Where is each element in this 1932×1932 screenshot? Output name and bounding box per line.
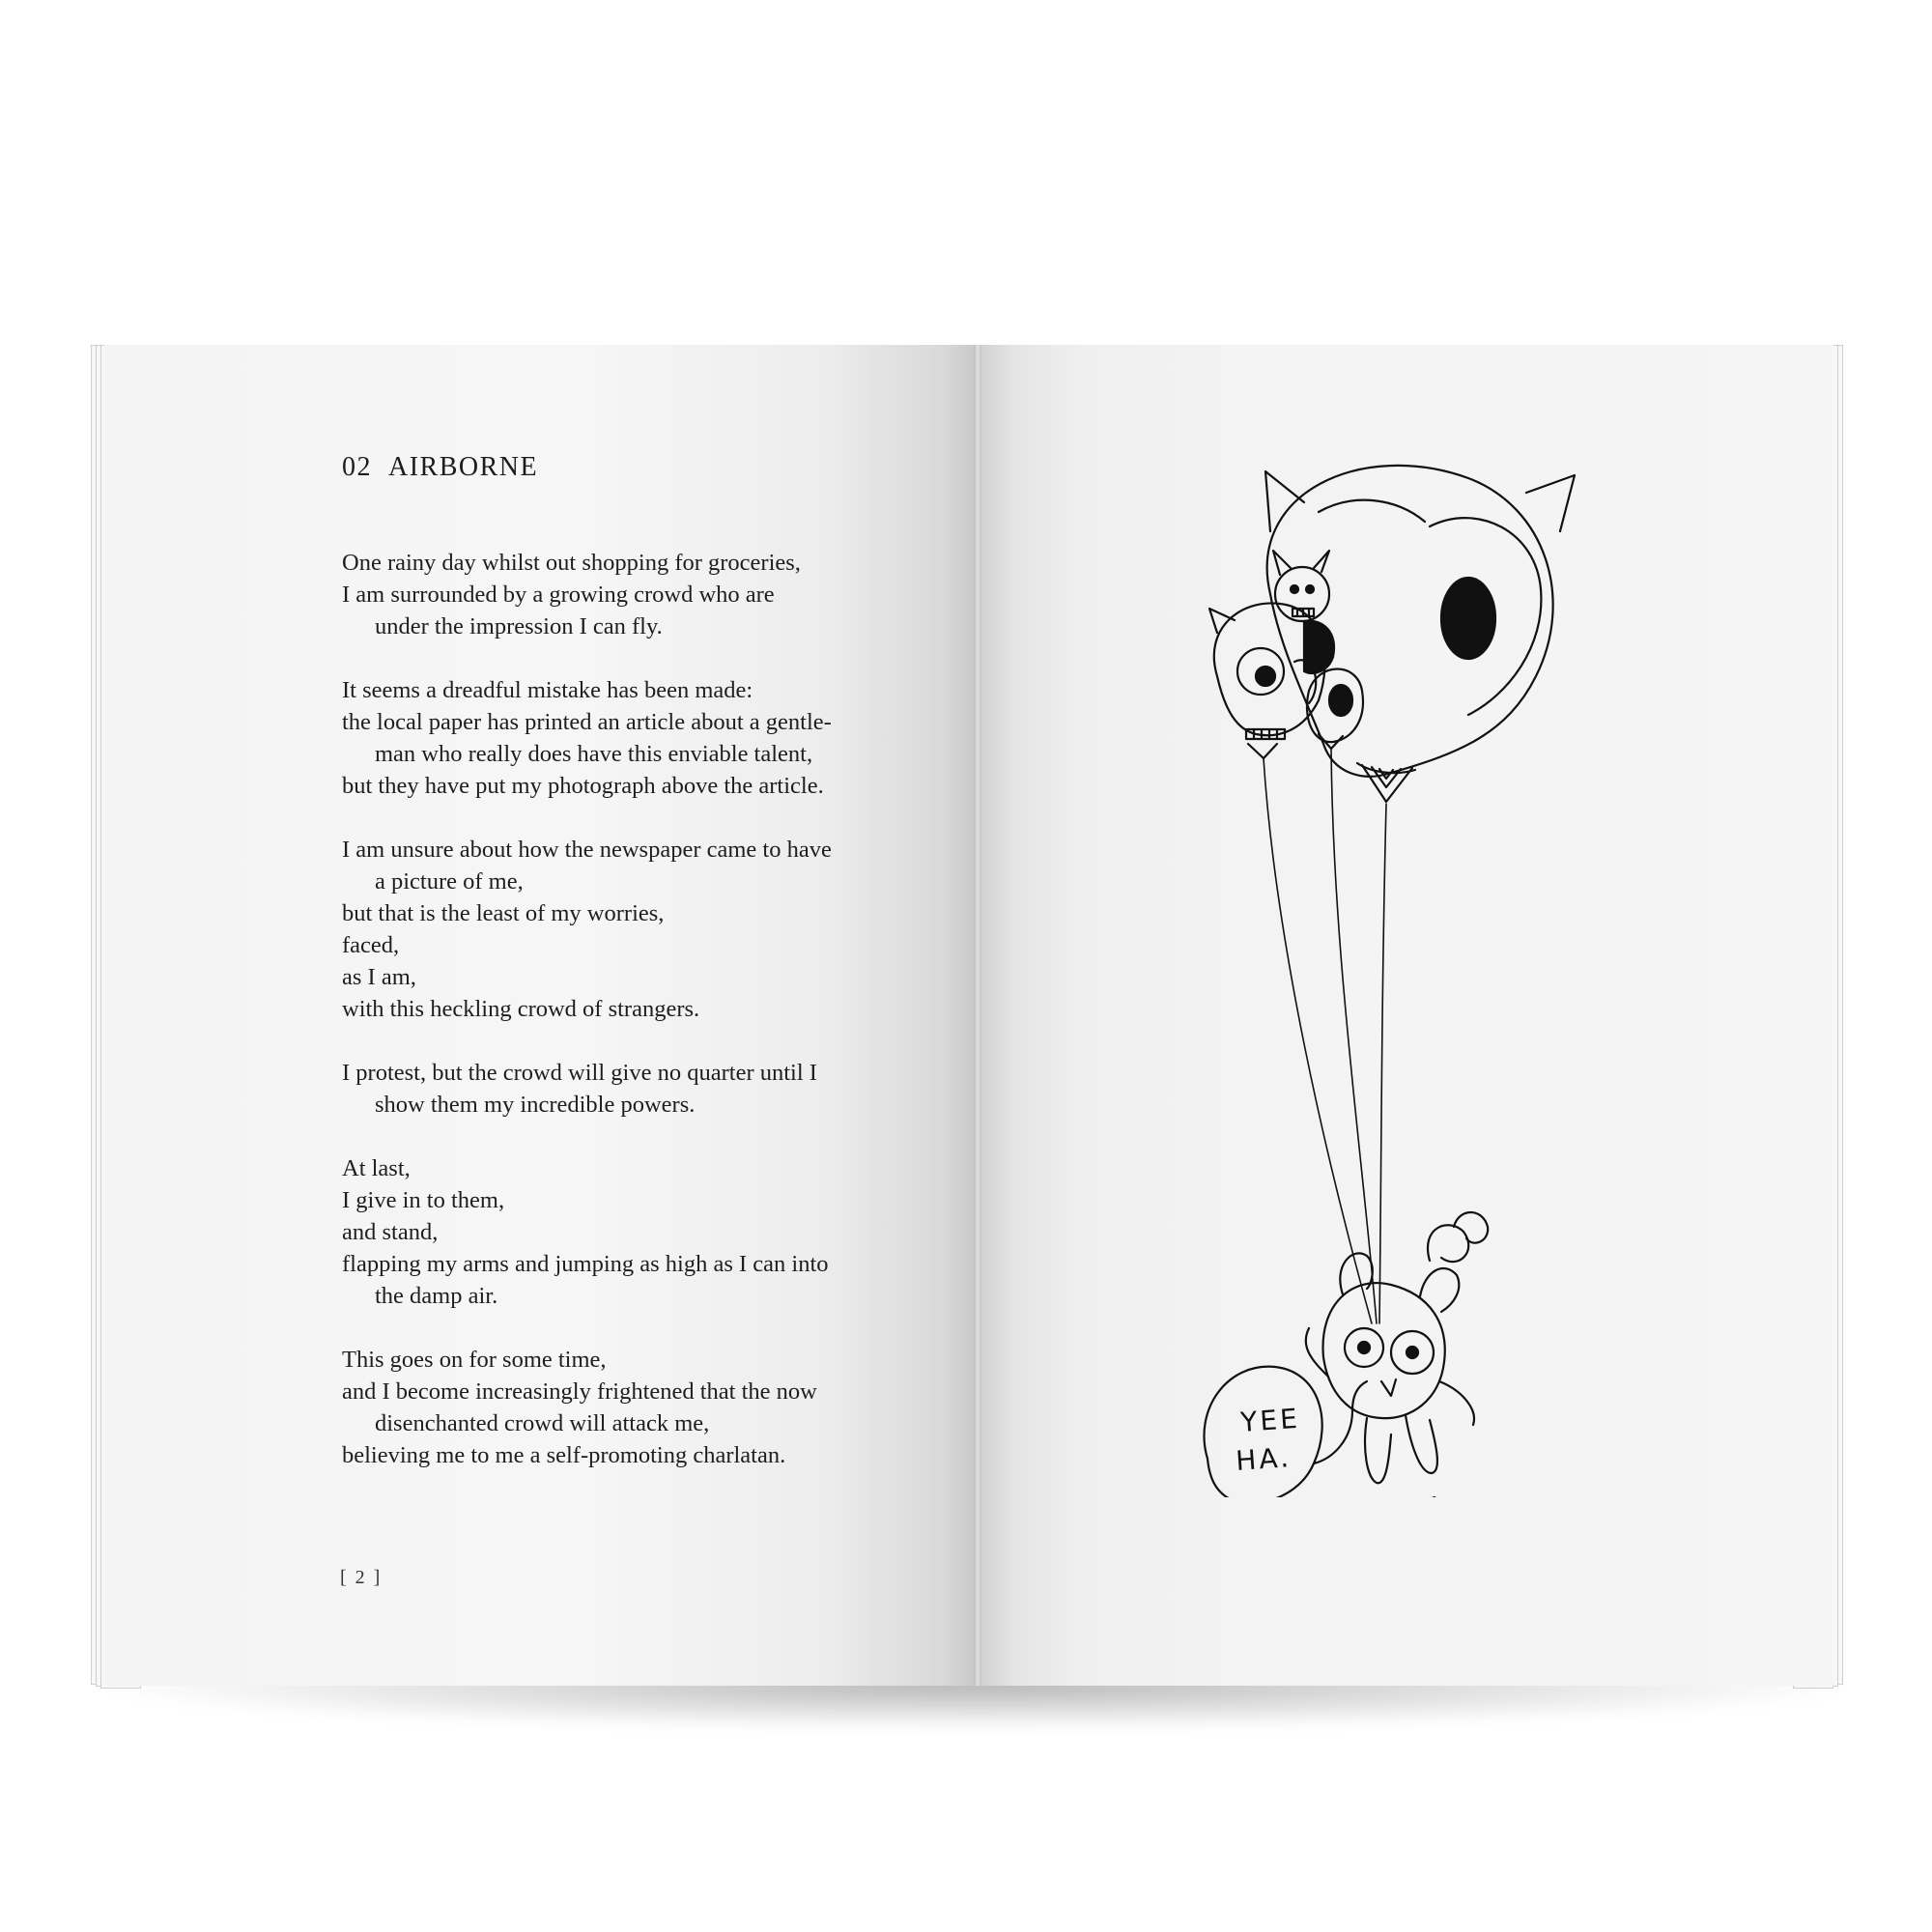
poem-line: and I become increasingly frightened that the now [342,1378,817,1405]
page-number: [ 2 ] [340,1567,383,1588]
poem-stanza [342,674,922,802]
big-skull-eye-icon [1441,578,1495,659]
chapter-title: AIRBORNE [388,452,539,482]
poem-line: I am unsure about how the newspaper came to have [342,837,832,863]
speech-bubble-line2: HA. [1235,1441,1293,1477]
poem-line: flapping my arms and jumping as high as I can into [342,1251,829,1277]
poem-line: believing me to me a self-promoting charlatan. [342,1442,786,1468]
poem-line: This goes on for some time, [342,1347,607,1373]
poem-line: I give in to them, [342,1187,505,1213]
poem-line: man who really does have this enviable talent, [375,741,813,767]
poem-line: show them my incredible powers. [375,1092,696,1118]
balloon-illustration [1188,454,1633,1497]
book-gutter [974,345,981,1686]
poem-line: under the impression I can fly. [375,613,663,639]
poem-line: disenchanted crowd will attack me, [375,1410,710,1436]
poem-line: I protest, but the crowd will give no quarter until I [342,1060,817,1086]
poem-stanza [342,834,922,1025]
chapter-heading [342,452,538,483]
poem-line: One rainy day whilst out shopping for groceries, [342,550,801,576]
poem-line: a picture of me, [375,868,524,895]
poem-stanza [342,1344,922,1471]
poem-line: At last, [342,1155,411,1181]
poem-body [342,547,922,1503]
poem-line: I am surrounded by a growing crowd who are [342,582,775,608]
speech-bubble [1204,1367,1367,1497]
poem-line: but they have put my photograph above the article. [342,773,824,799]
poem-line: with this heckling crowd of strangers. [342,996,700,1022]
poem-stanza [342,547,922,642]
poem-line: It seems a dreadful mistake has been made: [342,677,753,703]
speech-bubble-line1: YEE [1239,1402,1301,1438]
balloon-strings [1264,749,1386,1323]
poem-line: the local paper has printed an article about a gentle- [342,709,832,735]
poem-line: the damp air. [375,1283,498,1309]
poem-stanza [342,1152,922,1312]
poem-line: as I am, [342,964,416,990]
poem-line: and stand, [342,1219,439,1245]
chapter-number: 02 [342,452,372,482]
poem-line: but that is the least of my worries, [342,900,665,926]
poem-stanza [342,1057,922,1121]
poem-line: faced, [342,932,400,958]
